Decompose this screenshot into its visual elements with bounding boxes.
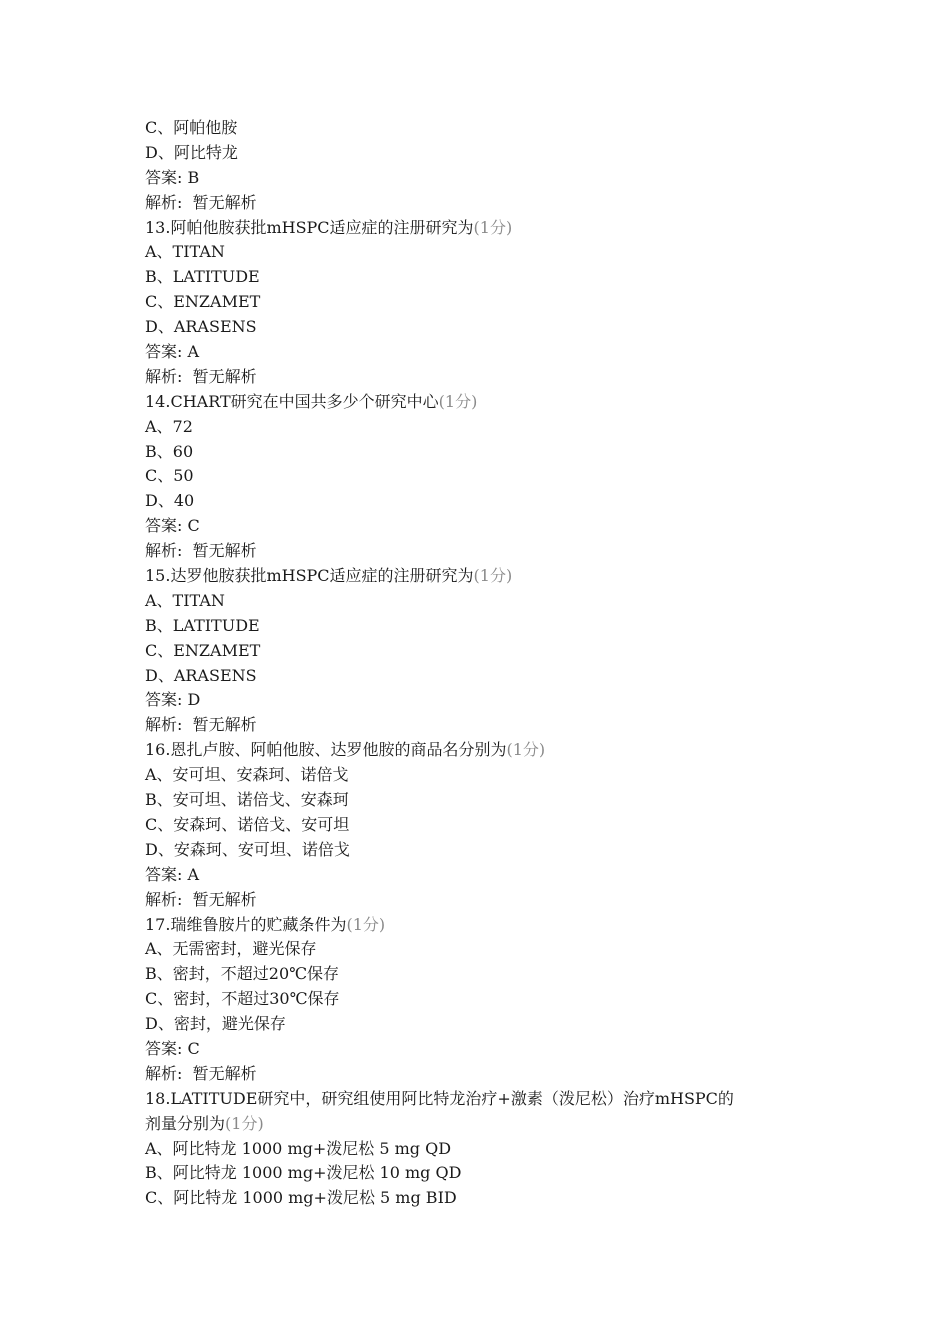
line-text: 15.达罗他胺获批mHSPC适应症的注册研究为 — [145, 566, 474, 586]
line-text: C、50 — [145, 466, 194, 486]
text-line — [145, 589, 825, 614]
text-line — [145, 141, 825, 166]
line-text: 17.瑞维鲁胺片的贮藏条件为 — [145, 914, 347, 934]
line-text: C、ENZAMET — [145, 640, 261, 660]
line-text: 解析: 暂无解析 — [145, 366, 257, 386]
text-line — [145, 1186, 825, 1211]
line-text: 解析: 暂无解析 — [145, 541, 257, 561]
line-text: 剂量分别为 — [145, 1113, 226, 1133]
line-text: D、40 — [145, 491, 195, 511]
line-text: D、安森珂、安可坦、诺倍戈 — [145, 839, 350, 859]
line-text: 答案: A — [145, 864, 200, 884]
line-text: A、阿比特龙 1000 mg+泼尼松 5 mg QD — [145, 1138, 452, 1158]
line-text: 解析: 暂无解析 — [145, 1063, 257, 1083]
document-body — [145, 116, 825, 1211]
line-text: B、LATITUDE — [145, 267, 260, 287]
text-line — [145, 290, 825, 315]
text-line — [145, 788, 825, 813]
text-line — [145, 464, 825, 489]
text-line — [145, 664, 825, 689]
text-line — [145, 937, 825, 962]
text-line — [145, 216, 825, 241]
text-line — [145, 539, 825, 564]
text-line — [145, 1161, 825, 1186]
line-text: A、TITAN — [145, 242, 225, 262]
line-text: D、阿比特龙 — [145, 142, 238, 162]
line-text: D、密封，避光保存 — [145, 1014, 286, 1034]
text-line — [145, 265, 825, 290]
line-text: D、ARASENS — [145, 317, 257, 337]
line-text: 14.CHART研究在中国共多少个研究中心 — [145, 391, 439, 411]
text-line — [145, 639, 825, 664]
line-text: C、密封，不超过30℃保存 — [145, 989, 340, 1009]
text-line — [145, 166, 825, 191]
text-line — [145, 1062, 825, 1087]
line-text: 答案: A — [145, 342, 200, 362]
text-line — [145, 390, 825, 415]
line-text: 答案: C — [145, 1038, 200, 1058]
text-line — [145, 913, 825, 938]
line-text: 16.恩扎卢胺、阿帕他胺、达罗他胺的商品名分别为 — [145, 740, 507, 760]
line-text: A、安可坦、安森珂、诺倍戈 — [145, 765, 349, 785]
text-line — [145, 962, 825, 987]
line-text: B、密封，不超过20℃保存 — [145, 964, 340, 984]
text-line — [145, 763, 825, 788]
text-line — [145, 365, 825, 390]
text-line — [145, 440, 825, 465]
line-text: B、LATITUDE — [145, 615, 260, 635]
text-line — [145, 1112, 825, 1137]
text-line — [145, 1087, 825, 1112]
question-score: (1分) — [225, 1113, 264, 1133]
line-text: C、阿比特龙 1000 mg+泼尼松 5 mg BID — [145, 1188, 457, 1208]
text-line — [145, 614, 825, 639]
text-line — [145, 1037, 825, 1062]
line-text: B、阿比特龙 1000 mg+泼尼松 10 mg QD — [145, 1163, 462, 1183]
text-line — [145, 191, 825, 216]
line-text: 18.LATITUDE研究中，研究组使用阿比特龙治疗+激素（泼尼松）治疗mHSPC的 — [145, 1088, 734, 1108]
line-text: B、60 — [145, 441, 194, 461]
line-text: 解析: 暂无解析 — [145, 192, 257, 212]
text-line — [145, 514, 825, 539]
line-text: C、ENZAMET — [145, 292, 261, 312]
text-line — [145, 415, 825, 440]
question-score: (1分) — [473, 566, 513, 586]
text-line — [145, 863, 825, 888]
question-score: (1分) — [506, 740, 546, 760]
line-text: 答案: B — [145, 167, 200, 187]
line-text: D、ARASENS — [145, 665, 257, 685]
line-text: A、72 — [145, 416, 193, 436]
text-line — [145, 489, 825, 514]
text-line — [145, 1012, 825, 1037]
text-line — [145, 888, 825, 913]
text-line — [145, 838, 825, 863]
text-line — [145, 240, 825, 265]
line-text: 答案: C — [145, 516, 200, 536]
line-text: A、无需密封，避光保存 — [145, 939, 317, 959]
line-text: 答案: D — [145, 690, 201, 710]
line-text: 解析: 暂无解析 — [145, 715, 257, 735]
text-line — [145, 987, 825, 1012]
text-line — [145, 1137, 825, 1162]
text-line — [145, 564, 825, 589]
text-line — [145, 315, 825, 340]
line-text: B、安可坦、诺倍戈、安森珂 — [145, 790, 349, 810]
text-line — [145, 116, 825, 141]
line-text: A、TITAN — [145, 590, 225, 610]
question-score: (1分) — [438, 391, 478, 411]
question-score: (1分) — [346, 914, 386, 934]
line-text: C、安森珂、诺倍戈、安可坦 — [145, 814, 350, 834]
text-line — [145, 688, 825, 713]
text-line — [145, 813, 825, 838]
line-text: C、阿帕他胺 — [145, 118, 238, 137]
text-line — [145, 340, 825, 365]
line-text: 13.阿帕他胺获批mHSPC适应症的注册研究为 — [145, 217, 474, 237]
line-text: 解析: 暂无解析 — [145, 889, 257, 909]
text-line — [145, 738, 825, 763]
text-line — [145, 713, 825, 738]
question-score: (1分) — [473, 217, 513, 237]
